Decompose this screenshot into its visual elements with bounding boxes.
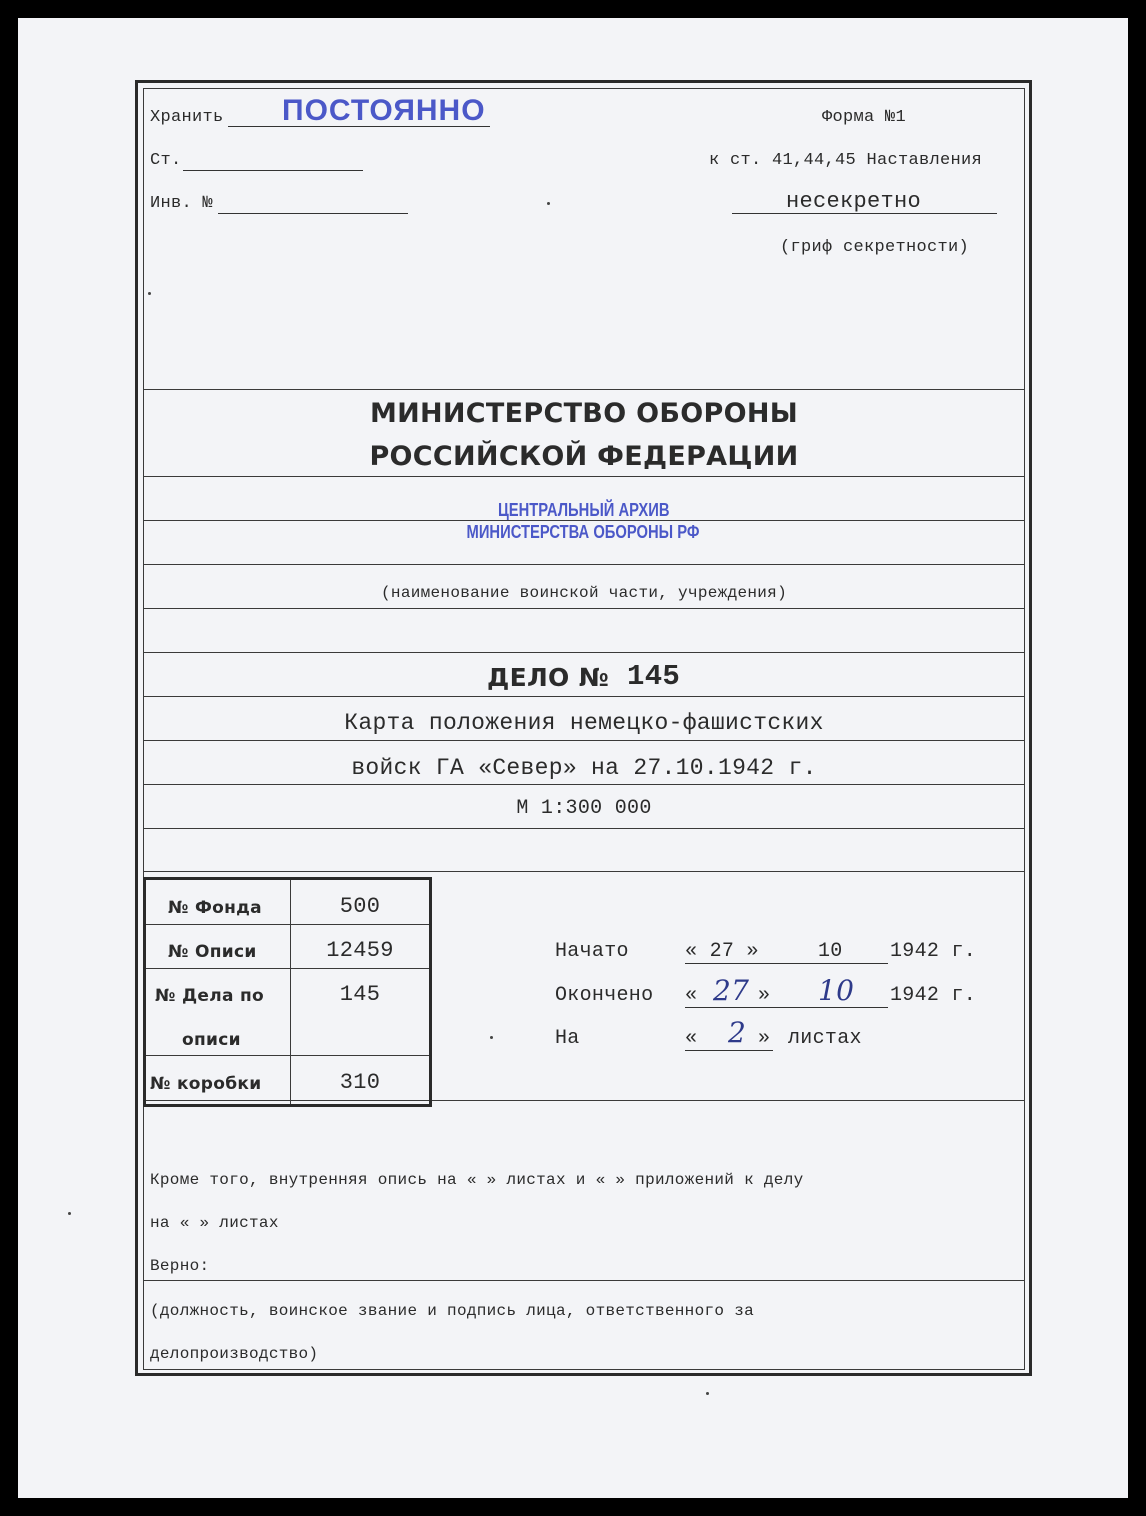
responsible-line1: (должность, воинское звание и подпись лица, ответственного за <box>150 1302 754 1320</box>
speck <box>148 292 151 295</box>
rule <box>144 740 1024 741</box>
started-day: « 27 » <box>685 940 759 963</box>
table-label-delo-cont: описи <box>182 1030 241 1050</box>
classification: несекретно <box>786 189 922 214</box>
rule <box>144 871 1024 872</box>
table-value-fond: 500 <box>339 894 381 919</box>
ended-year: 1942 г. <box>890 984 977 1007</box>
sheets-underline <box>685 1050 773 1051</box>
table-label-delo: № Дела по <box>155 986 265 1006</box>
table-rule <box>146 1055 429 1056</box>
ministry-line2: РОССИЙСКОЙ ФЕДЕРАЦИИ <box>369 441 799 472</box>
table-value-delo: 145 <box>339 982 381 1007</box>
case-description-line2: войск ГА «Север» на 27.10.1942 г. <box>351 755 817 781</box>
sheets-open-quote: « <box>685 1027 698 1050</box>
started-year: 1942 г. <box>890 940 977 963</box>
ended-day: 27 <box>713 974 750 1007</box>
classification-caption: (гриф секретности) <box>780 238 970 257</box>
form-label: Форма №1 <box>822 108 907 127</box>
table-rule <box>146 968 429 969</box>
table-label-opis: № Описи <box>168 942 257 962</box>
classification-underline <box>732 213 997 214</box>
table-divider <box>290 880 291 1104</box>
started-month: 10 <box>818 940 843 963</box>
rule <box>144 476 1024 477</box>
case-description-line1: Карта положения немецко-фашистских <box>344 710 824 736</box>
speck <box>68 1212 71 1215</box>
ended-close-quote: » <box>758 984 771 1007</box>
st-underline <box>183 170 363 171</box>
sheets-word: листах <box>788 1027 862 1050</box>
table-label-fond: № Фонда <box>168 898 262 918</box>
inventory-line2: на « » листах <box>150 1214 279 1232</box>
case-title: ДЕЛО № <box>487 663 609 692</box>
table-rule <box>146 924 429 925</box>
ministry-line1: МИНИСТЕРСТВО ОБОРОНЫ <box>369 398 799 429</box>
archive-stamp-line1: ЦЕНТРАЛЬНЫЙ АРХИВ <box>498 500 670 520</box>
rule <box>144 564 1024 565</box>
keep-stamp: ПОСТОЯННО <box>282 94 486 127</box>
article-ref: к ст. 41,44,45 Наставления <box>709 151 983 170</box>
inv-underline <box>218 213 408 214</box>
rule <box>144 389 1024 390</box>
speck <box>547 202 550 205</box>
speck <box>706 1392 709 1395</box>
ended-underline <box>685 1007 888 1008</box>
keep-label: Хранить <box>150 108 224 127</box>
started-underline <box>685 963 888 964</box>
inv-label: Инв. № <box>150 194 214 213</box>
sheets-label: На <box>555 1027 580 1050</box>
table-value-opis: 12459 <box>326 938 394 963</box>
ended-month: 10 <box>818 974 855 1007</box>
table-label-box: № коробки <box>150 1074 262 1094</box>
st-label: Ст. <box>150 151 182 170</box>
rule <box>144 696 1024 697</box>
inventory-line: Кроме того, внутренняя опись на « » листах и « » приложений к делу <box>150 1171 804 1189</box>
speck <box>490 1036 493 1039</box>
rule <box>144 652 1024 653</box>
unit-caption: (наименование воинской части, учреждения) <box>381 584 787 602</box>
rule <box>144 828 1024 829</box>
ended-open-quote: « <box>685 984 698 1007</box>
rule <box>144 1280 1024 1281</box>
archive-stamp-line2: МИНИСТЕРСТВА ОБОРОНЫ РФ <box>466 522 700 542</box>
rule <box>144 608 1024 609</box>
case-scale: М 1:300 000 <box>516 797 652 820</box>
table-value-box: 310 <box>339 1070 381 1095</box>
rule <box>144 784 1024 785</box>
ended-label: Окончено <box>555 984 654 1007</box>
started-label: Начато <box>555 940 629 963</box>
responsible-line2: делопроизводство) <box>150 1345 319 1363</box>
sheets-close-quote: » <box>758 1027 771 1050</box>
sheets-count: 2 <box>728 1016 747 1049</box>
case-number: 145 <box>627 660 681 693</box>
verified-label: Верно: <box>150 1257 210 1275</box>
